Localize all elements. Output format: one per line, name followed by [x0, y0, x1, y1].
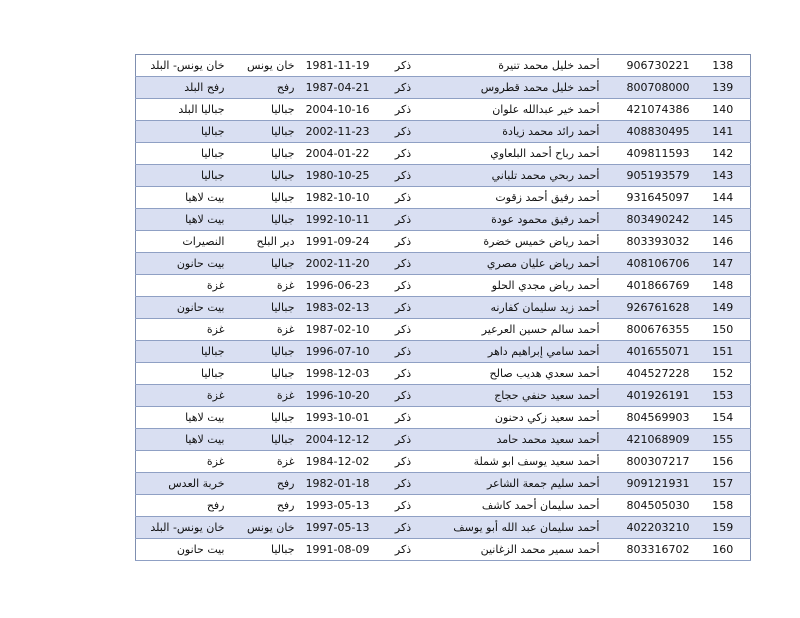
- governorate-cell: جباليا: [231, 297, 301, 319]
- governorate-cell: جباليا: [231, 143, 301, 165]
- address-cell: رفح البلد: [136, 77, 231, 99]
- row-number-cell: 139: [696, 77, 751, 99]
- full-name-cell: أحمد سعدي هديب صالح: [431, 363, 606, 385]
- governorate-cell: جباليا: [231, 539, 301, 561]
- gender-cell: ذكر: [376, 517, 431, 539]
- birth-date-cell: 1982-10-10: [301, 187, 376, 209]
- governorate-cell: جباليا: [231, 209, 301, 231]
- id-number-cell: 800307217: [606, 451, 696, 473]
- id-number-cell: 803393032: [606, 231, 696, 253]
- full-name-cell: أحمد رفيق محمود عودة: [431, 209, 606, 231]
- table-row: [136, 429, 751, 451]
- birth-date-cell: 1993-10-01: [301, 407, 376, 429]
- table-row: [136, 385, 751, 407]
- governorate-cell: خان يونس: [231, 517, 301, 539]
- id-number-cell: 906730221: [606, 55, 696, 77]
- id-number-cell: 409811593: [606, 143, 696, 165]
- table-row: [136, 231, 751, 253]
- gender-cell: ذكر: [376, 407, 431, 429]
- governorate-cell: رفح: [231, 495, 301, 517]
- id-number-cell: 804569903: [606, 407, 696, 429]
- address-cell: رفح: [136, 495, 231, 517]
- birth-date-cell: 1998-12-03: [301, 363, 376, 385]
- row-number-cell: 138: [696, 55, 751, 77]
- birth-date-cell: 1993-05-13: [301, 495, 376, 517]
- full-name-cell: أحمد سليمان أحمد كاشف: [431, 495, 606, 517]
- governorate-cell: غزة: [231, 451, 301, 473]
- address-cell: خربة العدس: [136, 473, 231, 495]
- id-number-cell: 402203210: [606, 517, 696, 539]
- full-name-cell: أحمد زيد سليمان كفارنه: [431, 297, 606, 319]
- id-number-cell: 803316702: [606, 539, 696, 561]
- row-number-cell: 154: [696, 407, 751, 429]
- gender-cell: ذكر: [376, 77, 431, 99]
- gender-cell: ذكر: [376, 209, 431, 231]
- table-row: [136, 297, 751, 319]
- birth-date-cell: 2004-01-22: [301, 143, 376, 165]
- full-name-cell: أحمد سليم جمعة الشاعر: [431, 473, 606, 495]
- birth-date-cell: 1982-01-18: [301, 473, 376, 495]
- address-cell: جباليا: [136, 165, 231, 187]
- birth-date-cell: 1984-12-02: [301, 451, 376, 473]
- id-number-cell: 408106706: [606, 253, 696, 275]
- full-name-cell: أحمد رياض عليان مصري: [431, 253, 606, 275]
- governorate-cell: جباليا: [231, 253, 301, 275]
- table-row: [136, 539, 751, 561]
- birth-date-cell: 1991-08-09: [301, 539, 376, 561]
- full-name-cell: أحمد سعيد زكي دحنون: [431, 407, 606, 429]
- id-number-cell: 421074386: [606, 99, 696, 121]
- full-name-cell: أحمد سعيد حنفي حجاج: [431, 385, 606, 407]
- table-row: [136, 451, 751, 473]
- row-number-cell: 141: [696, 121, 751, 143]
- governorate-cell: خان يونس: [231, 55, 301, 77]
- id-number-cell: 401866769: [606, 275, 696, 297]
- governorate-cell: جباليا: [231, 99, 301, 121]
- table-row: [136, 187, 751, 209]
- address-cell: غزة: [136, 275, 231, 297]
- address-cell: النصيرات: [136, 231, 231, 253]
- row-number-cell: 142: [696, 143, 751, 165]
- address-cell: جباليا البلد: [136, 99, 231, 121]
- birth-date-cell: 1991-09-24: [301, 231, 376, 253]
- id-number-cell: 804505030: [606, 495, 696, 517]
- governorate-cell: رفح: [231, 473, 301, 495]
- full-name-cell: أحمد سامي إبراهيم داهر: [431, 341, 606, 363]
- gender-cell: ذكر: [376, 341, 431, 363]
- table-row: [136, 363, 751, 385]
- birth-date-cell: 2004-10-16: [301, 99, 376, 121]
- row-number-cell: 151: [696, 341, 751, 363]
- table-row: [136, 341, 751, 363]
- birth-date-cell: 1987-02-10: [301, 319, 376, 341]
- full-name-cell: أحمد خليل محمد تنيرة: [431, 55, 606, 77]
- governorate-cell: رفح: [231, 77, 301, 99]
- row-number-cell: 148: [696, 275, 751, 297]
- full-name-cell: أحمد رباح أحمد البلعاوي: [431, 143, 606, 165]
- governorate-cell: جباليا: [231, 121, 301, 143]
- birth-date-cell: 1996-10-20: [301, 385, 376, 407]
- address-cell: جباليا: [136, 143, 231, 165]
- full-name-cell: أحمد سالم حسين العرعير: [431, 319, 606, 341]
- table-row: [136, 407, 751, 429]
- full-name-cell: أحمد رياض مجدي الحلو: [431, 275, 606, 297]
- gender-cell: ذكر: [376, 187, 431, 209]
- full-name-cell: أحمد سمير محمد الزغانين: [431, 539, 606, 561]
- row-number-cell: 143: [696, 165, 751, 187]
- id-number-cell: 408830495: [606, 121, 696, 143]
- gender-cell: ذكر: [376, 385, 431, 407]
- governorate-cell: جباليا: [231, 429, 301, 451]
- address-cell: بيت لاهيا: [136, 209, 231, 231]
- address-cell: بيت لاهيا: [136, 407, 231, 429]
- gender-cell: ذكر: [376, 55, 431, 77]
- full-name-cell: أحمد خير عبدالله علوان: [431, 99, 606, 121]
- gender-cell: ذكر: [376, 143, 431, 165]
- birth-date-cell: 2002-11-23: [301, 121, 376, 143]
- address-cell: بيت حانون: [136, 297, 231, 319]
- address-cell: جباليا: [136, 121, 231, 143]
- governorate-cell: غزة: [231, 319, 301, 341]
- address-cell: غزة: [136, 385, 231, 407]
- id-number-cell: 926761628: [606, 297, 696, 319]
- id-number-cell: 931645097: [606, 187, 696, 209]
- birth-date-cell: 1987-04-21: [301, 77, 376, 99]
- birth-date-cell: 1983-02-13: [301, 297, 376, 319]
- governorate-cell: جباليا: [231, 341, 301, 363]
- row-number-cell: 153: [696, 385, 751, 407]
- row-number-cell: 144: [696, 187, 751, 209]
- governorate-cell: جباليا: [231, 407, 301, 429]
- row-number-cell: 147: [696, 253, 751, 275]
- gender-cell: ذكر: [376, 495, 431, 517]
- id-number-cell: 401926191: [606, 385, 696, 407]
- row-number-cell: 149: [696, 297, 751, 319]
- table-row: [136, 55, 751, 77]
- table-row: [136, 121, 751, 143]
- row-number-cell: 158: [696, 495, 751, 517]
- governorate-cell: دير البلح: [231, 231, 301, 253]
- table-row: [136, 495, 751, 517]
- gender-cell: ذكر: [376, 429, 431, 451]
- table-row: [136, 209, 751, 231]
- id-number-cell: 800708000: [606, 77, 696, 99]
- full-name-cell: أحمد رفيق أحمد زقوت: [431, 187, 606, 209]
- table-row: [136, 319, 751, 341]
- gender-cell: ذكر: [376, 363, 431, 385]
- governorate-cell: جباليا: [231, 165, 301, 187]
- birth-date-cell: 1996-07-10: [301, 341, 376, 363]
- birth-date-cell: 1996-06-23: [301, 275, 376, 297]
- address-cell: بيت لاهيا: [136, 429, 231, 451]
- id-number-cell: 905193579: [606, 165, 696, 187]
- row-number-cell: 155: [696, 429, 751, 451]
- address-cell: بيت حانون: [136, 539, 231, 561]
- id-number-cell: 401655071: [606, 341, 696, 363]
- table-row: [136, 517, 751, 539]
- gender-cell: ذكر: [376, 319, 431, 341]
- governorate-cell: جباليا: [231, 187, 301, 209]
- full-name-cell: أحمد سعيد محمد حامد: [431, 429, 606, 451]
- id-number-cell: 404527228: [606, 363, 696, 385]
- address-cell: جباليا: [136, 341, 231, 363]
- table-row: [136, 143, 751, 165]
- address-cell: بيت حانون: [136, 253, 231, 275]
- id-number-cell: 909121931: [606, 473, 696, 495]
- gender-cell: ذكر: [376, 275, 431, 297]
- birth-date-cell: 1981-11-19: [301, 55, 376, 77]
- gender-cell: ذكر: [376, 297, 431, 319]
- address-cell: خان يونس- البلد: [136, 55, 231, 77]
- row-number-cell: 145: [696, 209, 751, 231]
- address-cell: غزة: [136, 451, 231, 473]
- address-cell: خان يونس- البلد: [136, 517, 231, 539]
- gender-cell: ذكر: [376, 165, 431, 187]
- birth-date-cell: 1997-05-13: [301, 517, 376, 539]
- full-name-cell: أحمد خليل محمد قطروس: [431, 77, 606, 99]
- birth-date-cell: 2004-12-12: [301, 429, 376, 451]
- id-number-cell: 800676355: [606, 319, 696, 341]
- governorate-cell: غزة: [231, 385, 301, 407]
- birth-date-cell: 1992-10-11: [301, 209, 376, 231]
- row-number-cell: 159: [696, 517, 751, 539]
- id-number-cell: 803490242: [606, 209, 696, 231]
- row-number-cell: 140: [696, 99, 751, 121]
- row-number-cell: 160: [696, 539, 751, 561]
- full-name-cell: أحمد رائد محمد زيادة: [431, 121, 606, 143]
- gender-cell: ذكر: [376, 473, 431, 495]
- table-row: [136, 77, 751, 99]
- id-number-cell: 421068909: [606, 429, 696, 451]
- table-row: [136, 165, 751, 187]
- gender-cell: ذكر: [376, 451, 431, 473]
- address-cell: غزة: [136, 319, 231, 341]
- full-name-cell: أحمد رياض خميس خضرة: [431, 231, 606, 253]
- table-row: [136, 99, 751, 121]
- address-cell: جباليا: [136, 363, 231, 385]
- table-row: [136, 253, 751, 275]
- row-number-cell: 150: [696, 319, 751, 341]
- table-row: [136, 473, 751, 495]
- gender-cell: ذكر: [376, 231, 431, 253]
- governorate-cell: غزة: [231, 275, 301, 297]
- row-number-cell: 152: [696, 363, 751, 385]
- gender-cell: ذكر: [376, 253, 431, 275]
- gender-cell: ذكر: [376, 99, 431, 121]
- records-table: [135, 54, 751, 561]
- address-cell: بيت لاهيا: [136, 187, 231, 209]
- full-name-cell: أحمد ربحي محمد تلباني: [431, 165, 606, 187]
- birth-date-cell: 1980-10-25: [301, 165, 376, 187]
- table-body: [136, 55, 751, 561]
- birth-date-cell: 2002-11-20: [301, 253, 376, 275]
- full-name-cell: أحمد سليمان عبد الله أبو يوسف: [431, 517, 606, 539]
- row-number-cell: 157: [696, 473, 751, 495]
- governorate-cell: جباليا: [231, 363, 301, 385]
- row-number-cell: 146: [696, 231, 751, 253]
- gender-cell: ذكر: [376, 539, 431, 561]
- table-row: [136, 275, 751, 297]
- full-name-cell: أحمد سعيد يوسف ابو شملة: [431, 451, 606, 473]
- gender-cell: ذكر: [376, 121, 431, 143]
- row-number-cell: 156: [696, 451, 751, 473]
